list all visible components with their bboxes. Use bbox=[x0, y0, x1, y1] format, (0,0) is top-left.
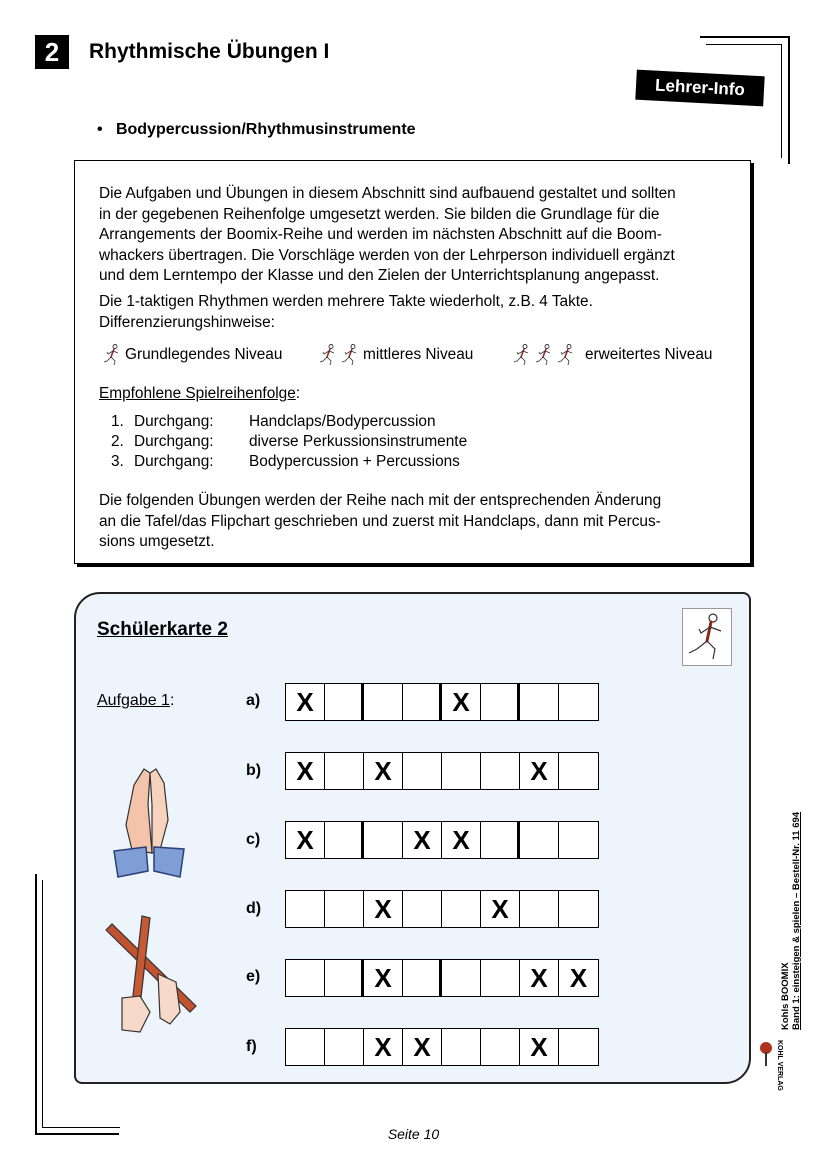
rhythm-cell: X bbox=[403, 822, 442, 858]
publisher-sidebar bbox=[780, 780, 802, 1030]
rhythm-cell bbox=[481, 1029, 520, 1065]
publisher-logo bbox=[758, 1040, 784, 1091]
runner-icon bbox=[682, 608, 732, 666]
rhythm-cell bbox=[481, 960, 520, 996]
order-desc: Handclaps/Bodypercussion bbox=[249, 413, 436, 430]
text-line: Die Aufgaben und Übungen in diesem Abschnitt sind aufbauend gestaltet und sollten bbox=[99, 185, 676, 202]
level-medium bbox=[319, 343, 473, 367]
rhythm-cell bbox=[325, 960, 364, 996]
rhythm-cell bbox=[286, 960, 325, 996]
rhythm-grid bbox=[285, 752, 599, 790]
rhythm-cell bbox=[442, 1029, 481, 1065]
order-label: Durchgang: bbox=[134, 413, 214, 430]
rhythm-cell: X bbox=[520, 1029, 559, 1065]
rhythm-cell bbox=[481, 684, 520, 720]
drumsticks-image bbox=[100, 912, 202, 1036]
rhythm-cell bbox=[442, 891, 481, 927]
rhythm-cell bbox=[403, 891, 442, 927]
level-basic bbox=[103, 343, 282, 367]
rhythm-cell bbox=[325, 891, 364, 927]
rhythm-cell bbox=[442, 960, 481, 996]
rhythm-cell: X bbox=[520, 960, 559, 996]
rhythm-cell bbox=[364, 822, 403, 858]
rhythm-cell: X bbox=[286, 684, 325, 720]
order-number: 3. bbox=[111, 453, 124, 470]
rhythm-cell bbox=[403, 753, 442, 789]
text-line: und dem Lerntempo der Klasse und den Zielen der Unterrichtsplanung angepasst. bbox=[99, 267, 660, 284]
task-label bbox=[97, 692, 174, 710]
frame-line bbox=[700, 36, 790, 38]
rhythm-cell: X bbox=[481, 891, 520, 927]
rhythm-cell: X bbox=[364, 891, 403, 927]
bullet: • bbox=[97, 121, 103, 138]
rhythm-cell: X bbox=[364, 753, 403, 789]
text-line: Differenzierungshinweise: bbox=[99, 313, 275, 331]
task-label-colon: : bbox=[169, 692, 175, 709]
rhythm-cell bbox=[403, 960, 442, 996]
frame-line bbox=[42, 880, 43, 1128]
row-label: c) bbox=[246, 831, 261, 848]
runner-icon bbox=[557, 343, 575, 367]
rhythm-cell: X bbox=[286, 753, 325, 789]
rhythm-grid bbox=[285, 683, 599, 721]
text-line: an die Tafel/das Flipchart geschrieben und zuerst mit Handclaps, dann mit Percus- bbox=[99, 512, 661, 530]
rhythm-cell bbox=[559, 1029, 598, 1065]
text-line: whackers übertragen. Die Vorschläge werden von der Lehrperson individuell ergänzt bbox=[99, 246, 675, 264]
runner-icon bbox=[103, 343, 121, 367]
rhythm-cell: X bbox=[520, 753, 559, 789]
rhythm-cell bbox=[286, 891, 325, 927]
rhythm-cell bbox=[364, 684, 403, 720]
rhythm-cell: X bbox=[403, 1029, 442, 1065]
runner-icon bbox=[319, 343, 337, 367]
order-label: Durchgang: bbox=[134, 433, 214, 450]
rhythm-cell bbox=[325, 753, 364, 789]
section-heading bbox=[97, 121, 416, 139]
order-number: 2. bbox=[111, 433, 124, 450]
info-paragraph-2 bbox=[99, 292, 734, 333]
order-desc: diverse Perkussionsinstrumente bbox=[249, 433, 468, 450]
frame-line bbox=[781, 44, 782, 158]
rhythm-grid bbox=[285, 959, 599, 997]
text-line: in der gegebenen Reihenfolge umgesetzt werden. Sie bilden die Grundlage für die bbox=[99, 205, 660, 223]
text-line: sions umgesetzt. bbox=[99, 533, 215, 550]
card-title: Schülerkarte 2 bbox=[97, 619, 228, 640]
runner-icon bbox=[341, 343, 359, 367]
sidebar-line: Kohls BOOMIX bbox=[780, 962, 791, 1030]
info-box bbox=[74, 160, 751, 564]
text-line: Die 1-taktigen Rhythmen werden mehrere Takte wiederholt, z.B. 4 Takte. bbox=[99, 293, 593, 310]
clapping-hands-image bbox=[104, 765, 190, 881]
order-desc: Bodypercussion + Percussions bbox=[249, 453, 460, 470]
level-label: Grundlegendes Niveau bbox=[125, 346, 283, 363]
info-paragraph-1 bbox=[99, 184, 734, 287]
text-line: Arrangements der Boomix-Reihe und werden im nächsten Abschnitt auf die Boom- bbox=[99, 226, 662, 243]
rhythm-cell bbox=[403, 684, 442, 720]
row-label: a) bbox=[246, 692, 261, 709]
info-paragraph-3 bbox=[99, 491, 734, 553]
rhythm-cell bbox=[559, 684, 598, 720]
level-advanced bbox=[513, 343, 712, 367]
rhythm-cell bbox=[325, 684, 364, 720]
rhythm-cell bbox=[520, 822, 559, 858]
page-number: Seite 10 bbox=[387, 1126, 440, 1142]
chapter-number: 2 bbox=[35, 35, 69, 69]
section-title: Bodypercussion/Rhythmusinstrumente bbox=[115, 121, 416, 138]
runner-icon bbox=[535, 343, 553, 367]
rhythm-cell bbox=[481, 753, 520, 789]
rhythm-cell: X bbox=[442, 822, 481, 858]
rhythm-grid bbox=[285, 821, 599, 859]
order-heading-text: Empfohlene Spielreihenfolge bbox=[99, 385, 296, 402]
rhythm-grid bbox=[285, 890, 599, 928]
row-label: e) bbox=[246, 968, 261, 985]
rhythm-cell bbox=[520, 891, 559, 927]
rhythm-cell bbox=[442, 753, 481, 789]
level-label: erweitertes Niveau bbox=[585, 346, 713, 363]
rhythm-cell bbox=[520, 684, 559, 720]
rhythm-cell bbox=[325, 1029, 364, 1065]
row-label: f) bbox=[246, 1038, 257, 1055]
sidebar-line: Band 1: einsteigen & spielen – Bestell-Nr. 11 694 bbox=[791, 811, 802, 1030]
rhythm-cell bbox=[559, 822, 598, 858]
rhythm-cell: X bbox=[286, 822, 325, 858]
rhythm-cell: X bbox=[442, 684, 481, 720]
frame-line bbox=[35, 874, 37, 1134]
rhythm-grid bbox=[285, 1028, 599, 1066]
order-label: Durchgang: bbox=[134, 453, 214, 470]
text-line: Die folgenden Übungen werden der Reihe nach mit der entsprechenden Änderung bbox=[99, 492, 662, 509]
order-heading-colon: : bbox=[295, 385, 301, 402]
rhythm-cell bbox=[286, 1029, 325, 1065]
order-heading bbox=[99, 384, 734, 405]
rhythm-cell bbox=[559, 753, 598, 789]
frame-line bbox=[788, 36, 790, 164]
order-number: 1. bbox=[111, 413, 124, 430]
rhythm-cell bbox=[325, 822, 364, 858]
rhythm-cell: X bbox=[364, 960, 403, 996]
task-label-text: Aufgabe 1 bbox=[97, 692, 170, 709]
frame-line bbox=[706, 44, 782, 45]
row-label: d) bbox=[246, 900, 262, 917]
teacher-info-badge: Lehrer-Info bbox=[635, 70, 764, 107]
page-title: Rhythmische Übungen I bbox=[89, 40, 330, 63]
rhythm-cell bbox=[559, 891, 598, 927]
rhythm-cell: X bbox=[569, 963, 588, 993]
publisher-name: KOHL VERLAG bbox=[776, 1040, 783, 1091]
level-label: mittleres Niveau bbox=[363, 346, 474, 363]
row-label: b) bbox=[246, 762, 262, 779]
rhythm-cell: X bbox=[364, 1029, 403, 1065]
runner-icon bbox=[513, 343, 531, 367]
rhythm-cell bbox=[481, 822, 520, 858]
